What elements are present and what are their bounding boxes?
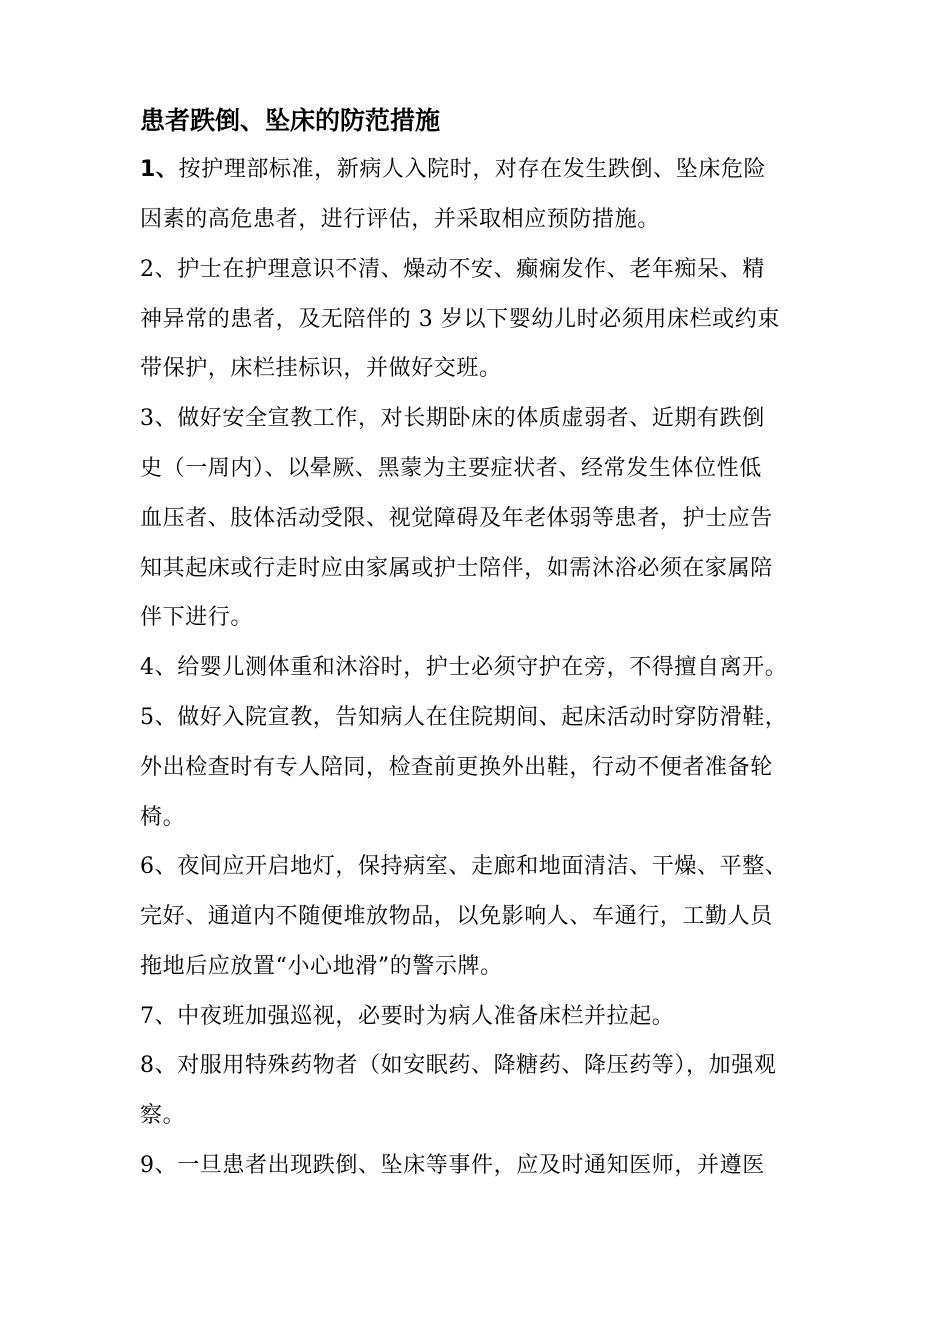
- item-2-text: 护士在护理意识不清、燥动不安、癫痫发作、老年痴呆、精: [177, 257, 765, 282]
- item-6-text: 夜间应开启地灯，保持病室、走廊和地面清洁、干燥、平整、: [177, 854, 788, 879]
- item-2-line-2: 神异常的患者，及无陪伴的 3 岁以下婴幼儿时必须用床栏或约束: [140, 307, 780, 332]
- item-8-line-2: 察。: [140, 1103, 186, 1128]
- item-3-number: 3、: [140, 406, 178, 431]
- item-8-line-1: [140, 1050, 776, 1082]
- page-title: 患者跌倒、坠床的防范措施: [140, 106, 441, 135]
- item-3-line-3: 血压者、肢体活动受限、视觉障碍及年老体弱等患者，护士应告: [140, 506, 773, 531]
- item-2-number: 2、: [140, 257, 178, 282]
- item-5-line-1: [140, 702, 787, 734]
- item-1-line-1: [140, 154, 766, 186]
- item-8-number: 8、: [140, 1053, 178, 1078]
- item-1-line-2: 因素的高危患者，进行评估，并采取相应预防措施。: [140, 207, 660, 232]
- item-9-number: 9、: [140, 1153, 178, 1178]
- item-5-number: 5、: [140, 705, 178, 730]
- item-9-text: 一旦患者出现跌倒、坠床等事件，应及时通知医师，并遵医: [177, 1153, 765, 1178]
- item-2-line-3: 带保护，床栏挂标识，并做好交班。: [140, 356, 502, 381]
- item-7-number: 7、: [140, 1004, 178, 1029]
- item-3-line-2: 史（一周内）、以晕厥、黑蒙为主要症状者、经常发生体位性低: [140, 456, 762, 481]
- item-9-line-1: [140, 1150, 765, 1182]
- item-6-number: 6、: [140, 854, 178, 879]
- item-3-text: 做好安全宣教工作，对长期卧床的体质虚弱者、近期有跌倒: [177, 406, 765, 431]
- item-6-line-2: 完好、通道内不随便堆放物品，以免影响人、车通行，工勤人员: [140, 904, 773, 929]
- item-6-line-1: [140, 851, 787, 883]
- item-7-text: 中夜班加强巡视，必要时为病人准备床栏并拉起。: [177, 1004, 675, 1029]
- item-2-line-1: [140, 254, 765, 286]
- item-1-number: 1、: [140, 157, 179, 182]
- item-5-text: 做好入院宣教，告知病人在住院期间、起床活动时穿防滑鞋，: [177, 705, 788, 730]
- item-8-text: 对服用特殊药物者（如安眠药、降糖药、降压药等），加强观: [177, 1053, 777, 1078]
- item-5-line-2: 外出检查时有专人陪同，检查前更换外出鞋，行动不便者准备轮: [140, 755, 773, 780]
- item-4-text: 给婴儿测体重和沐浴时，护士必须守护在旁，不得擅自离开。: [177, 655, 788, 680]
- item-3-line-1: [140, 403, 765, 435]
- item-1-text: 按护理部标准，新病人入院时，对存在发生跌倒、坠床危险: [178, 157, 767, 182]
- item-3-line-5: 伴下进行。: [140, 605, 254, 630]
- item-3-line-4: 知其起床或行走时应由家属或护士陪伴，如需沐浴必须在家属陪: [140, 556, 773, 581]
- item-7-line-1: [140, 1001, 674, 1033]
- item-5-line-3: 椅。: [140, 805, 186, 830]
- item-6-line-3: 拖地后应放置“小心地滑”的警示牌。: [140, 954, 503, 979]
- item-4-number: 4、: [140, 655, 178, 680]
- item-4-line-1: [140, 652, 787, 684]
